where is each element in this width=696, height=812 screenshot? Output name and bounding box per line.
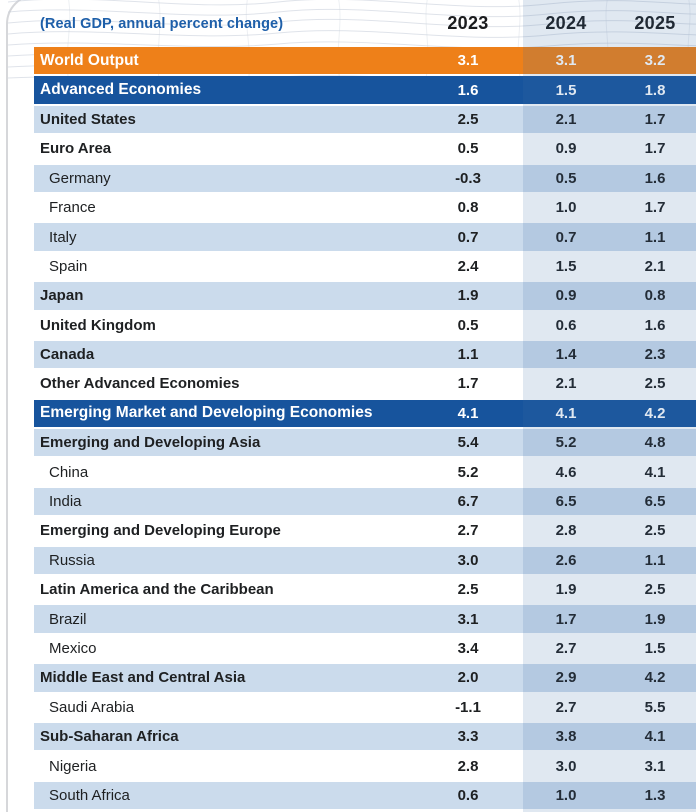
- row-value-2023: 1.9: [457, 287, 479, 305]
- row-value-2025: 6.5: [644, 493, 666, 511]
- row-value-2023: 1.6: [457, 81, 479, 99]
- row-value-2024: 1.0: [555, 786, 577, 804]
- row-value-2024: 1.5: [555, 257, 577, 275]
- row-value-2023: 2.4: [457, 257, 479, 275]
- row-label: Canada: [40, 346, 95, 364]
- row-value-2025: 3.2: [644, 52, 666, 70]
- table-row: [34, 635, 696, 662]
- row-value-2024: 3.1: [555, 52, 577, 70]
- row-value-2024: 0.9: [555, 140, 577, 158]
- row-value-2024: 2.7: [555, 698, 577, 716]
- row-value-2025: 1.7: [644, 110, 666, 128]
- row-value-2024: 2.6: [555, 551, 577, 569]
- table-row: [34, 47, 696, 74]
- row-value-2025: 1.1: [644, 228, 666, 246]
- row-value-2024: 0.6: [555, 316, 577, 334]
- row-value-2025: 2.1: [644, 257, 666, 275]
- row-value-2025: 4.1: [644, 728, 666, 746]
- column-header-2025: 2025: [634, 13, 676, 33]
- row-value-2024: 3.8: [555, 728, 577, 746]
- row-value-2024: 2.1: [555, 110, 577, 128]
- row-label: Emerging and Developing Europe: [40, 522, 281, 540]
- row-value-2024: 3.0: [555, 757, 577, 775]
- row-value-2025: 0.8: [644, 287, 666, 305]
- row-value-2025: 1.6: [644, 169, 666, 187]
- table-row: [34, 312, 696, 339]
- row-value-2025: 5.5: [644, 698, 666, 716]
- table-row: [34, 458, 696, 485]
- table-row: [34, 165, 696, 192]
- row-value-2023: 0.8: [457, 199, 479, 217]
- row-value-2023: 1.1: [457, 346, 479, 364]
- table-row: [34, 547, 696, 574]
- row-value-2024: 2.7: [555, 640, 577, 657]
- row-value-2024: 0.7: [555, 228, 577, 246]
- row-label: South Africa: [49, 786, 130, 804]
- row-value-2025: 1.6: [644, 316, 666, 334]
- row-value-2025: 1.3: [644, 786, 666, 804]
- row-label: Other Advanced Economies: [40, 375, 240, 393]
- row-label: Emerging and Developing Asia: [40, 434, 261, 452]
- row-label: Brazil: [49, 610, 87, 628]
- row-label: Middle East and Central Asia: [40, 669, 246, 687]
- row-value-2023: 3.4: [457, 640, 479, 657]
- row-value-2025: 2.5: [644, 522, 666, 540]
- row-value-2024: 1.4: [555, 346, 577, 364]
- column-header-2023: 2023: [447, 13, 489, 33]
- table-row: [34, 106, 696, 133]
- row-value-2025: 1.1: [644, 551, 666, 569]
- row-value-2023: 3.0: [457, 551, 479, 569]
- row-label: World Output: [40, 51, 139, 69]
- row-value-2025: 2.5: [644, 581, 666, 599]
- table-row: [34, 194, 696, 221]
- row-label: Mexico: [49, 640, 97, 657]
- row-value-2023: 0.7: [457, 228, 479, 246]
- row-value-2024: 2.8: [555, 522, 577, 540]
- row-value-2024: 2.9: [555, 669, 577, 687]
- table-row: [34, 429, 696, 456]
- row-value-2024: 5.2: [555, 434, 577, 452]
- row-label: Italy: [49, 228, 77, 246]
- row-value-2025: 1.7: [644, 140, 666, 158]
- gdp-growth-table: [34, 0, 696, 811]
- row-value-2023: 2.8: [457, 757, 479, 775]
- row-label: Germany: [49, 169, 111, 187]
- row-label: Emerging Market and Developing Economies: [40, 404, 373, 422]
- row-value-2023: 0.5: [457, 316, 479, 334]
- table-row: [34, 135, 696, 162]
- row-label: United Kingdom: [40, 316, 156, 334]
- row-value-2023: 2.7: [457, 522, 479, 540]
- table-row: [34, 488, 696, 515]
- table-row: [34, 752, 696, 779]
- row-label: Spain: [49, 257, 88, 275]
- table-caption: (Real GDP, annual percent change): [40, 15, 284, 32]
- row-value-2023: 6.7: [457, 493, 479, 511]
- row-value-2025: 4.1: [644, 463, 666, 481]
- table-row: [34, 605, 696, 632]
- row-value-2023: 0.5: [457, 140, 479, 158]
- table-row: [34, 253, 696, 280]
- table-row: [34, 400, 696, 427]
- row-value-2023: 0.6: [457, 786, 479, 804]
- row-value-2025: 2.5: [644, 375, 666, 393]
- row-value-2023: 2.0: [457, 669, 479, 687]
- row-value-2025: 3.1: [644, 757, 666, 775]
- row-label: China: [49, 463, 89, 481]
- row-value-2024: 1.0: [555, 199, 577, 217]
- row-value-2025: 1.8: [644, 81, 666, 99]
- row-label: Saudi Arabia: [49, 698, 135, 716]
- row-value-2025: 4.2: [644, 669, 666, 687]
- row-value-2024: 0.5: [555, 169, 577, 187]
- row-value-2024: 1.7: [555, 610, 577, 628]
- table-row: [34, 76, 696, 103]
- row-label: Euro Area: [40, 140, 112, 158]
- row-value-2024: 4.6: [555, 463, 577, 481]
- table-row: [34, 664, 696, 691]
- row-value-2025: 4.8: [644, 434, 666, 452]
- table-row: [34, 782, 696, 809]
- table-row: [34, 223, 696, 250]
- row-value-2023: 3.3: [457, 728, 479, 746]
- table-row: [34, 341, 696, 368]
- row-value-2023: -1.1: [455, 698, 481, 716]
- row-label: India: [49, 493, 82, 511]
- row-value-2023: 1.7: [457, 375, 479, 393]
- table-row: [34, 517, 696, 544]
- table-row: [34, 282, 696, 309]
- row-label: Sub-Saharan Africa: [40, 728, 179, 746]
- row-label: Russia: [49, 551, 95, 569]
- row-value-2023: 3.1: [457, 610, 479, 628]
- row-value-2023: 3.1: [457, 52, 479, 70]
- row-label: Advanced Economies: [40, 81, 202, 99]
- row-value-2023: 2.5: [457, 110, 479, 128]
- row-value-2025: 2.3: [644, 346, 666, 364]
- row-value-2025: 1.5: [644, 640, 666, 657]
- table-row: [34, 694, 696, 721]
- row-value-2023: -0.3: [455, 169, 481, 187]
- row-value-2024: 1.9: [555, 581, 577, 599]
- row-value-2024: 2.1: [555, 375, 577, 393]
- table-row: [34, 576, 696, 603]
- row-value-2024: 0.9: [555, 287, 577, 305]
- row-label: Latin America and the Caribbean: [40, 581, 274, 599]
- row-label: Japan: [40, 287, 84, 305]
- row-value-2023: 5.2: [457, 463, 479, 481]
- row-value-2024: 6.5: [555, 493, 577, 511]
- table-header-row: [34, 0, 696, 47]
- row-value-2023: 5.4: [457, 434, 479, 452]
- row-label: United States: [40, 110, 136, 128]
- row-label: Nigeria: [49, 757, 97, 775]
- table-row: [34, 723, 696, 750]
- column-header-2024: 2024: [545, 13, 587, 33]
- row-value-2024: 1.5: [555, 81, 577, 99]
- table-row: [34, 370, 696, 397]
- row-value-2025: 1.9: [644, 610, 666, 628]
- row-value-2023: 4.1: [457, 404, 479, 422]
- row-value-2023: 2.5: [457, 581, 479, 599]
- row-label: France: [49, 199, 96, 217]
- row-value-2025: 1.7: [644, 199, 666, 217]
- row-value-2024: 4.1: [555, 404, 577, 422]
- row-value-2025: 4.2: [644, 404, 666, 422]
- table-body: [34, 47, 696, 809]
